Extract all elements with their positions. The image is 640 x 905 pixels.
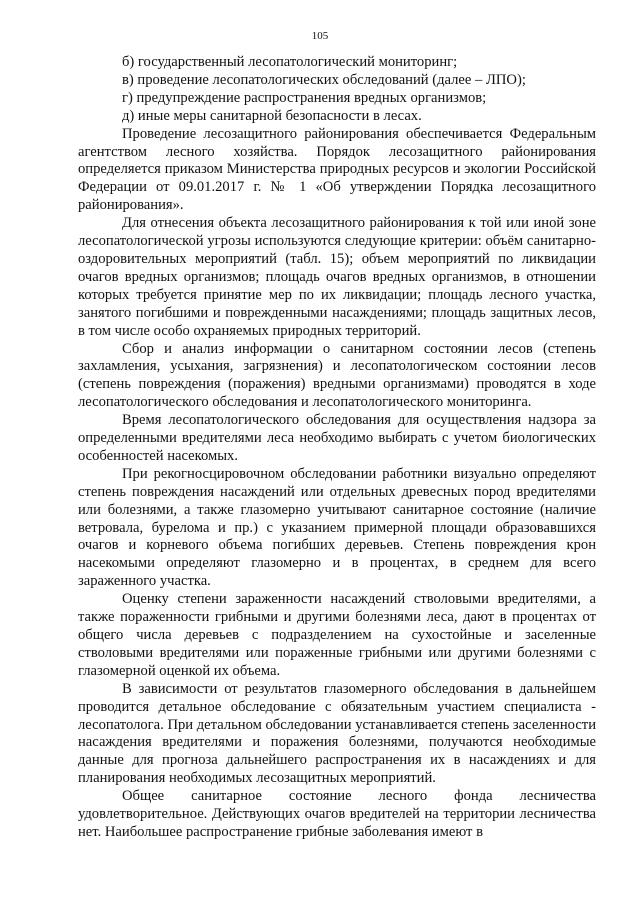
paragraph-infestation-assessment: Оценку степени зараженности насаждений стволовыми вредителями, а также пораженности грибными и другими болезнями леса, дают в процентах от общего числа деревьев с подразделением на сухостойные и заселенные стволовыми вредителями или пораженные грибными или другими болезнями с глазомерной оценкой их объема. — [78, 591, 596, 679]
paragraph-data-collection: Сбор и анализ информации о санитарном состоянии лесов (степень захламления, усыхания, загрязнения) и лесопатологическом состоянии лесов (степень повреждения (поражения) вредными организмами) проводятся в ходе лесопатологического обследования и лесопатологического мониторинга. — [78, 340, 596, 411]
list-item-g: г) предупреждение распространения вредных организмов; — [122, 89, 487, 106]
list-item-d: д) иные меры санитарной безопасности в лесах. — [122, 107, 422, 124]
paragraph-detailed-survey: В зависимости от результатов глазомерного обследования в дальнейшем проводится детальное обследование с обязательным участием специалиста - лесопатолога. При детальном обследовании устанавливается степень заселенности насаждения вредителями и поражения болезнями, получаются необходимые данные для прогноза дальнейшего распространения их в насаждениях и для планирования необходимых лесозащитных мероприятий. — [78, 680, 596, 787]
list-item-b: б) государственный лесопатологический мониторинг; — [122, 54, 458, 70]
list-item-v: в) проведение лесопатологических обследований (далее – ЛПО); — [122, 71, 526, 88]
page-text — [78, 54, 596, 842]
paragraph-reconnaissance: При рекогносцировочном обследовании работники визуально определяют степень повреждения насаждений или отдельных древесных пород вредителями или болезнями, а также глазомерно учитывают санитарное состояние (наличие ветровала, бурелома и пр.) с указанием примерной площади образовавшихся очагов и корневого объема погибших деревьев. Степень повреждения крон насекомыми определяют глазомерно и в процентах, в среднем для всего зараженного участка. — [78, 465, 596, 590]
paragraph-zoning: Проведение лесозащитного районирования обеспечивается Федеральным агентством лесного хозяйства. Порядок лесозащитного районирования определяется приказом Министерства природных ресурсов и экологии Российской Федерации от 09.01.2017 г. № 1 «Об утверждении Порядка лесозащитного районирования». — [78, 125, 596, 214]
page-number: 105 — [311, 30, 329, 42]
paragraph-survey-timing: Время лесопатологического обследования для осуществления надзора за определенными вредителями леса необходимо выбирать с учетом биологических особенностей насекомых. — [78, 412, 596, 464]
paragraph-sanitary-state: Общее санитарное состояние лесного фонда лесничества удовлетворительное. Действующих очагов вредителей на территории лесничества нет. Наибольшее распространение грибные заболевания имеют в — [78, 788, 596, 840]
paragraph-criteria: Для отнесения объекта лесозащитного районирования к той или иной зоне лесопатологической угрозы используются следующие критерии: объём санитарно-оздоровительных мероприятий (табл. 15); объем мероприятий по ликвидации очагов вредных организмов; площадь очагов вредных организмов, в отношении которых требуется принятие мер по их ликвидации; площадь лесного участка, занятого погибшими и поврежденными насаждениями; площадь защитных лесов, в том числе особо охраняемых природных территорий. — [78, 215, 596, 339]
